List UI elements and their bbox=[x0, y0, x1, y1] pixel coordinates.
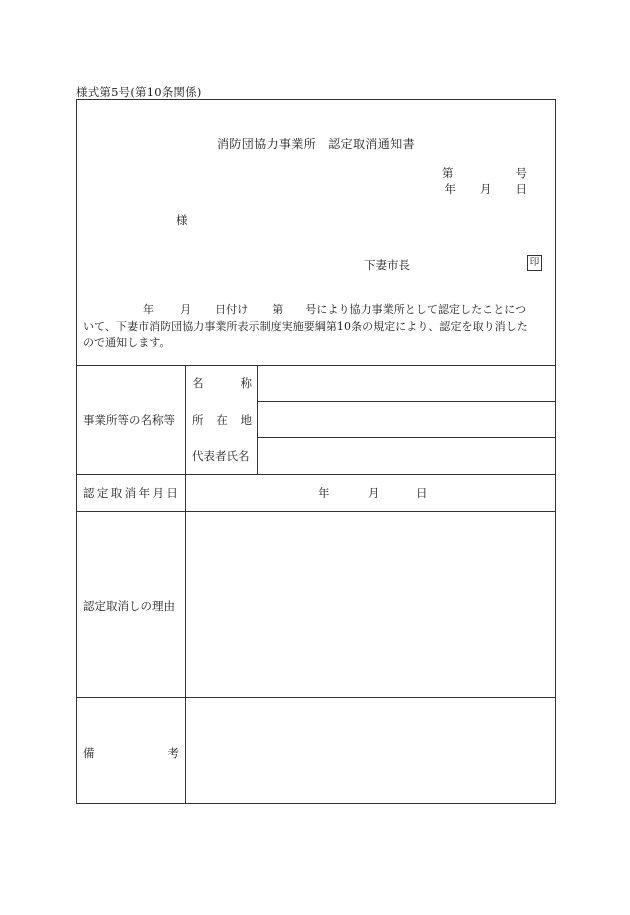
revocation-reason-field[interactable] bbox=[186, 512, 556, 697]
revocation-day: 日 bbox=[416, 486, 428, 500]
body-line-1: 年 月 日付け 第 号により協力事業所として認定したことにつ bbox=[143, 303, 527, 316]
name-field[interactable] bbox=[258, 366, 556, 401]
remarks-label: 備 考 bbox=[83, 746, 179, 760]
office-group-label: 事業所等の名称等 bbox=[83, 413, 175, 427]
notice-body bbox=[83, 302, 551, 352]
body-line-3: ので通知します。 bbox=[83, 336, 171, 349]
revocation-reason-label: 認定取消しの理由 bbox=[83, 599, 175, 613]
addressee-suffix: 様 bbox=[176, 213, 188, 227]
name-label: 名 称 bbox=[192, 376, 252, 390]
date-year: 年 bbox=[444, 182, 456, 196]
notice-form-frame bbox=[76, 99, 556, 804]
location-label: 所 在 地 bbox=[192, 413, 252, 427]
document-number-line bbox=[442, 165, 527, 181]
document-title bbox=[77, 135, 555, 152]
document-date-line bbox=[445, 181, 528, 197]
revocation-month: 月 bbox=[368, 486, 380, 500]
date-month: 月 bbox=[480, 182, 492, 196]
revocation-date-field[interactable] bbox=[186, 475, 556, 511]
revocation-date-label: 認定取消年月日 bbox=[83, 486, 181, 500]
date-day: 日 bbox=[515, 182, 527, 196]
revocation-year: 年 bbox=[318, 486, 330, 500]
remarks-field[interactable] bbox=[186, 698, 556, 804]
representative-field[interactable] bbox=[258, 438, 556, 474]
body-line-2: いて、下妻市消防団協力事業所表示制度実施要綱第10条の規定により、認定を取り消した bbox=[83, 319, 528, 333]
form-number: 様式第5号(第10条関係) bbox=[76, 85, 202, 99]
issuer-name: 下妻市長 bbox=[364, 258, 410, 272]
representative-label: 代表者氏名 bbox=[192, 449, 250, 463]
number-dai: 第 bbox=[442, 166, 454, 180]
title-part-2: 認定取消通知書 bbox=[328, 137, 415, 151]
seal-mark: 印 bbox=[527, 255, 542, 271]
location-field[interactable] bbox=[258, 402, 556, 437]
number-go: 号 bbox=[515, 166, 527, 180]
title-part-1: 消防団協力事業所 bbox=[216, 137, 317, 151]
